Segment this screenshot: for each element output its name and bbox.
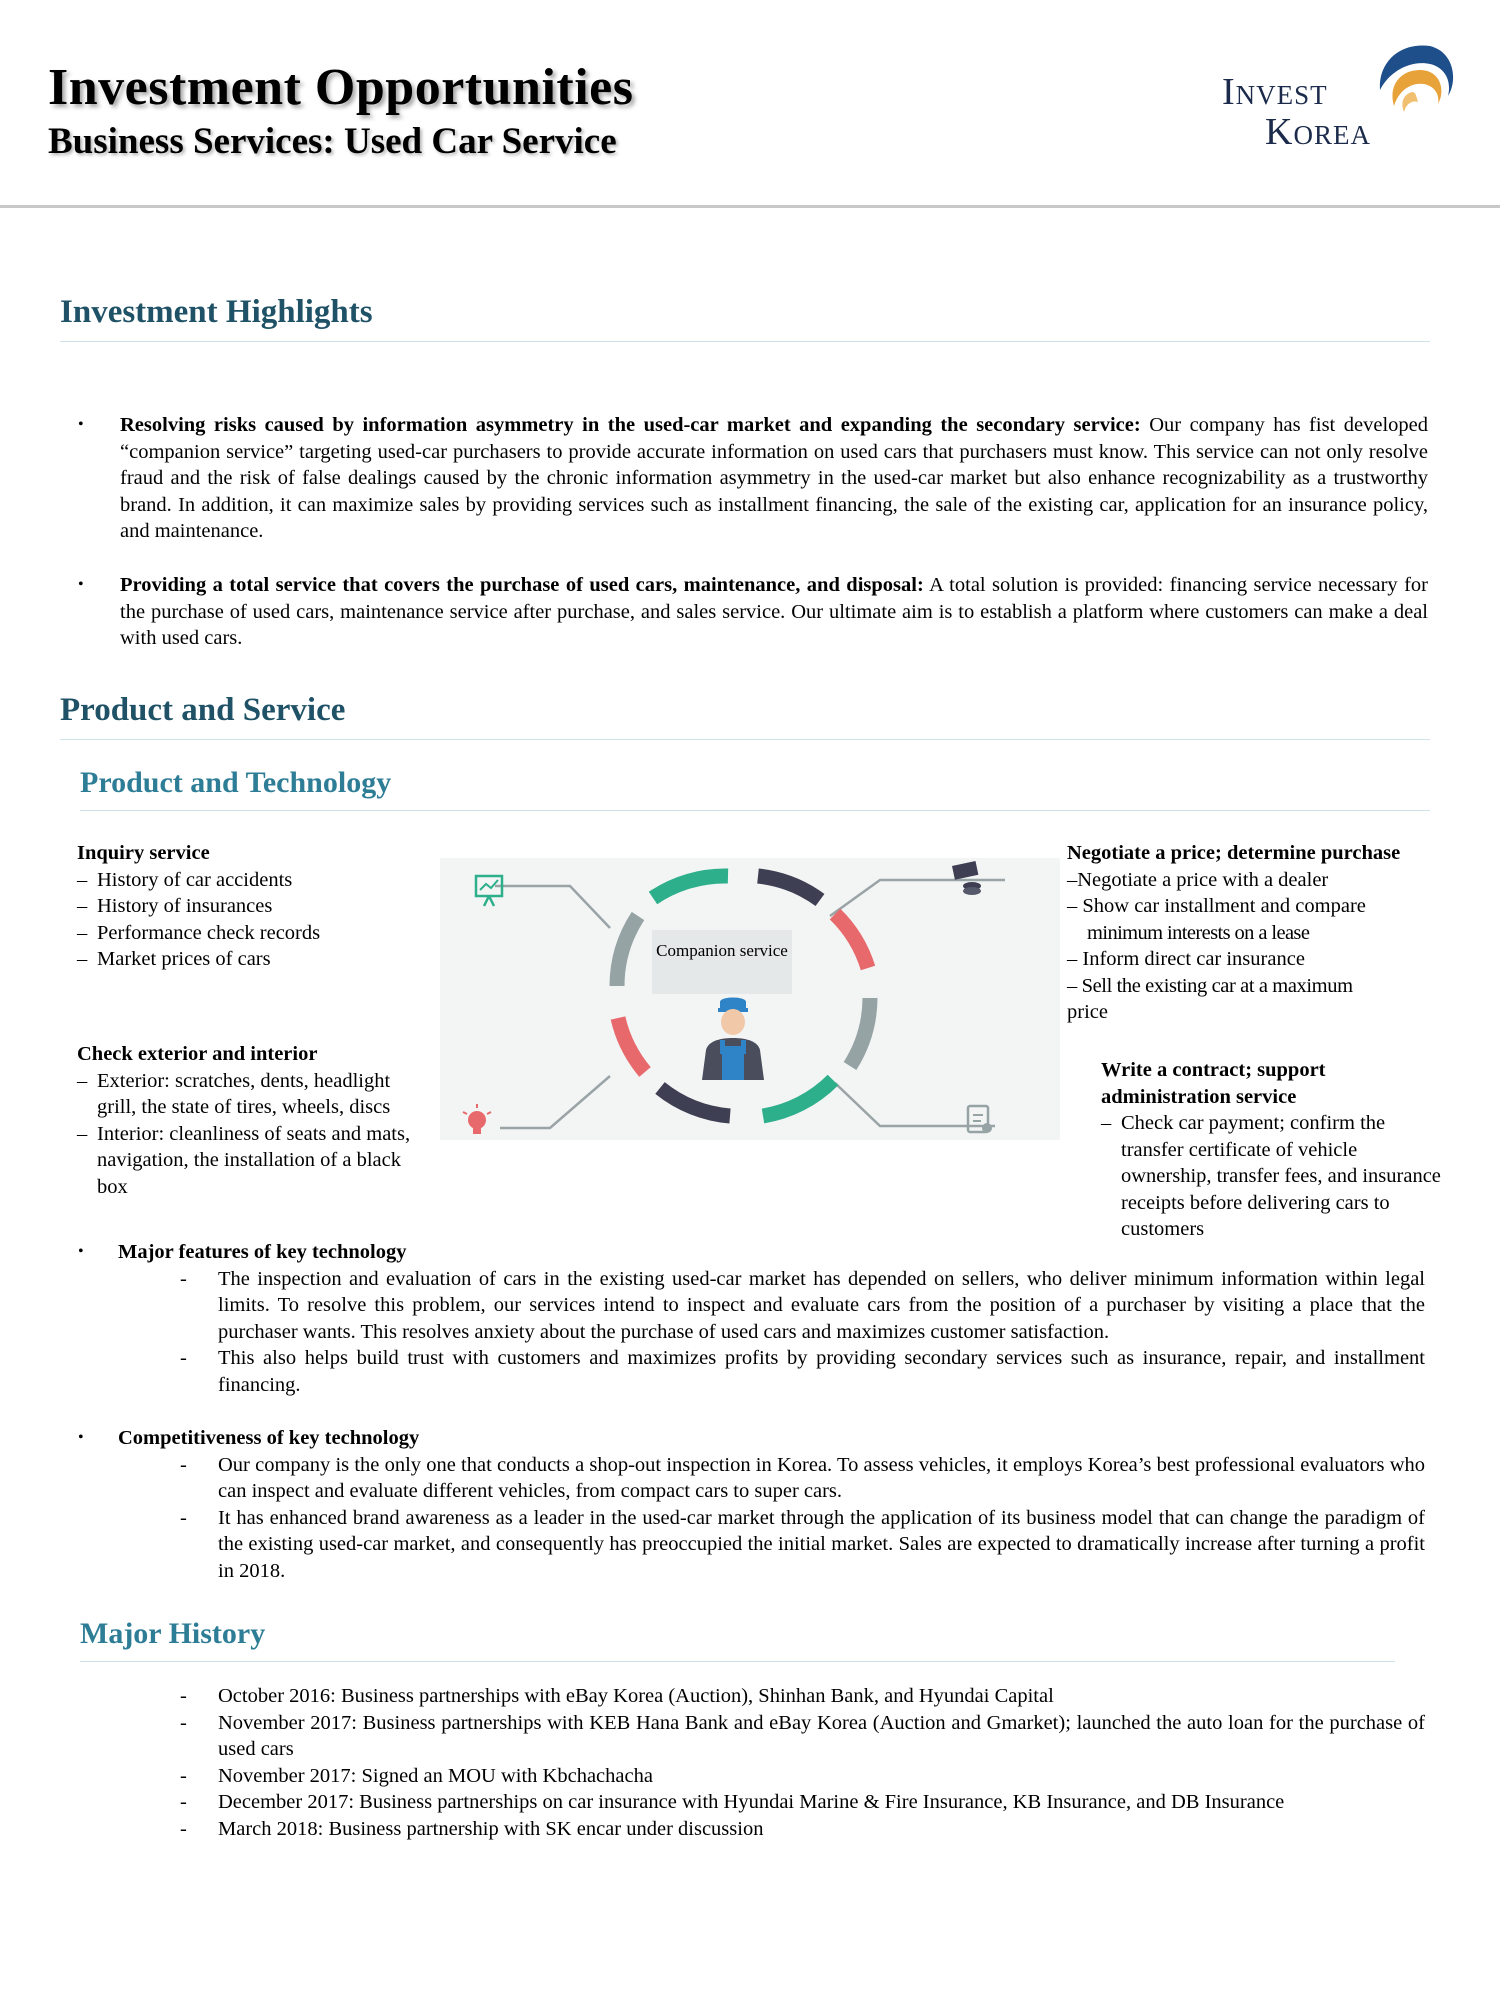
negotiate-title: Negotiate a price; determine purchase: [1067, 842, 1401, 864]
negotiate-line: minimum interests on a lease: [1087, 921, 1310, 944]
highlight-item: [78, 412, 1428, 545]
highlight-paragraph: [120, 412, 1428, 545]
list-item: - This also helps build trust with customers and maximizes profits by providing secondary services such as insurance, repair, and installment financing.: [180, 1347, 1425, 1396]
list-item: - It has enhanced brand awareness as a leader in the used-car market through the application of its business model that can change the paradigm of the existing used-car market, and consequently has preoccupied the initial market. Sales are expected to dramatically increase after turning a profit in 2018.: [180, 1506, 1425, 1582]
inquiry-item: – Market prices of cars: [77, 948, 271, 970]
logo-text-korea: Korea: [1265, 111, 1371, 153]
inquiry-item: – Performance check records: [77, 921, 321, 944]
competitiveness-title: Competitiveness of key technology: [118, 1427, 420, 1449]
highlight-body: A total solution is provided: financing service necessary for the purchase of used cars, maintenance service after purchase, and sales service. Our ultimate aim is to establish a platform where customers can make a deal with used cars.: [120, 574, 1428, 649]
history-heading: Major History: [80, 1617, 1395, 1662]
highlight-paragraph: [120, 572, 1428, 652]
list-item: - October 2016: Business partnerships with eBay Korea (Auction), Shinhan Bank, and Hyundai Capital: [180, 1685, 1054, 1707]
highlight-body: Our company has fist developed “companion service” targeting used-car purchasers to provide accurate information on used cars that purchasers must know. This service can not only resolve fraud and the risk of false dealings caused by the chronic information asymmetry in the used-car market but also enhance recognizability as a trustworthy brand. In addition, it can maximize sales by providing services such as installment financing, the sale of the existing car, application for an insurance policy, and maintenance.: [120, 414, 1428, 542]
page-header: [0, 0, 1500, 208]
inquiry-service-box: [77, 840, 397, 973]
bullet-marker: •: [78, 576, 84, 593]
contract-box: [1101, 1057, 1441, 1243]
product-subheading: Product and Technology: [80, 766, 1430, 811]
negotiate-line: price: [1067, 1001, 1108, 1023]
list-item: - November 2017: Signed an MOU with Kbchachacha: [180, 1764, 653, 1787]
page-subtitle: Business Services: Used Car Service: [48, 121, 617, 162]
highlights-heading: Investment Highlights: [60, 294, 1430, 342]
bullet-marker: •: [78, 1243, 84, 1260]
list-item: - December 2017: Business partnerships on car insurance with Hyundai Marine & Fire Insurance, KB Insurance, and DB Insurance: [180, 1791, 1285, 1813]
features-section: [78, 1239, 1428, 1398]
highlight-lead: Resolving risks caused by information asymmetry in the used-car market and expanding the secondary service:: [120, 414, 1141, 436]
list-item: - November 2017: Business partnerships with KEB Hana Bank and eBay Korea (Auction and Gmarket); launched the auto loan for the purchase of used cars: [180, 1711, 1425, 1760]
contract-title: Write a contract; support administration service: [1101, 1059, 1326, 1108]
money-icon: [952, 861, 981, 895]
list-item: - Our company is the only one that conducts a shop-out inspection in Korea. To assess vehicles, it employs Korea’s best professional evaluators who can inspect and evaluate different vehicles, from compact cars to super cars.: [180, 1453, 1425, 1502]
product-heading: Product and Service: [60, 692, 1430, 740]
invest-korea-logo: [1220, 40, 1460, 160]
clipboard-icon: [968, 1106, 992, 1133]
bullet-marker: •: [78, 1429, 84, 1446]
logo-text-invest: Invest: [1222, 71, 1328, 113]
logo-swirl-icon: [1360, 40, 1460, 132]
companion-service-label: Companion service: [652, 930, 792, 994]
contract-item: – Check car payment; confirm the transfer certificate of vehicle ownership, transfer fees, and insurance receipts before delivering cars to customers: [1101, 1112, 1441, 1240]
mechanic-icon: [702, 998, 764, 1081]
list-item: - The inspection and evaluation of cars in the existing used-car market has depended on sellers, who deliver minimum information within legal limits. To resolve this problem, our services intend to inspect and evaluate cars from the position of a purchaser by visiting a place that the purchaser wants. This resolves anxiety about the purchase of used cars and maximizes customer satisfaction.: [180, 1267, 1425, 1343]
check-item: – Exterior: scratches, dents, headlight grill, the state of tires, wheels, discs: [77, 1069, 391, 1118]
features-title: Major features of key technology: [118, 1241, 407, 1263]
negotiate-line: – Inform direct car insurance: [1067, 948, 1305, 970]
lightbulb-icon: [463, 1104, 491, 1134]
page-title: Investment Opportunities: [48, 59, 634, 116]
negotiate-line: – Sell the existing car at a maximum: [1067, 974, 1353, 997]
highlight-item: [78, 572, 1428, 652]
highlight-lead: Providing a total service that covers the purchase of used cars, maintenance, and disposal:: [120, 574, 924, 596]
inquiry-item: – History of car accidents: [77, 868, 293, 891]
inquiry-title: Inquiry service: [77, 842, 210, 864]
bullet-marker: •: [78, 416, 84, 433]
negotiate-line: – Show car installment and compare: [1067, 895, 1366, 917]
presentation-icon: [476, 876, 502, 906]
features-list: [180, 1266, 1425, 1399]
check-title: Check exterior and interior: [77, 1043, 318, 1065]
competitiveness-section: [78, 1425, 1428, 1584]
check-box: [77, 1041, 427, 1200]
negotiate-line: –Negotiate a price with a dealer: [1067, 868, 1329, 891]
history-list: [180, 1683, 1425, 1842]
competitiveness-list: [180, 1452, 1425, 1585]
inquiry-item: – History of insurances: [77, 895, 273, 917]
diagram-ring: [440, 858, 1060, 1140]
negotiate-box: [1067, 840, 1447, 1026]
check-item: – Interior: cleanliness of seats and mats, navigation, the installation of a black box: [77, 1122, 411, 1198]
list-item: - March 2018: Business partnership with SK encar under discussion: [180, 1817, 764, 1840]
companion-service-diagram: [440, 858, 1060, 1140]
